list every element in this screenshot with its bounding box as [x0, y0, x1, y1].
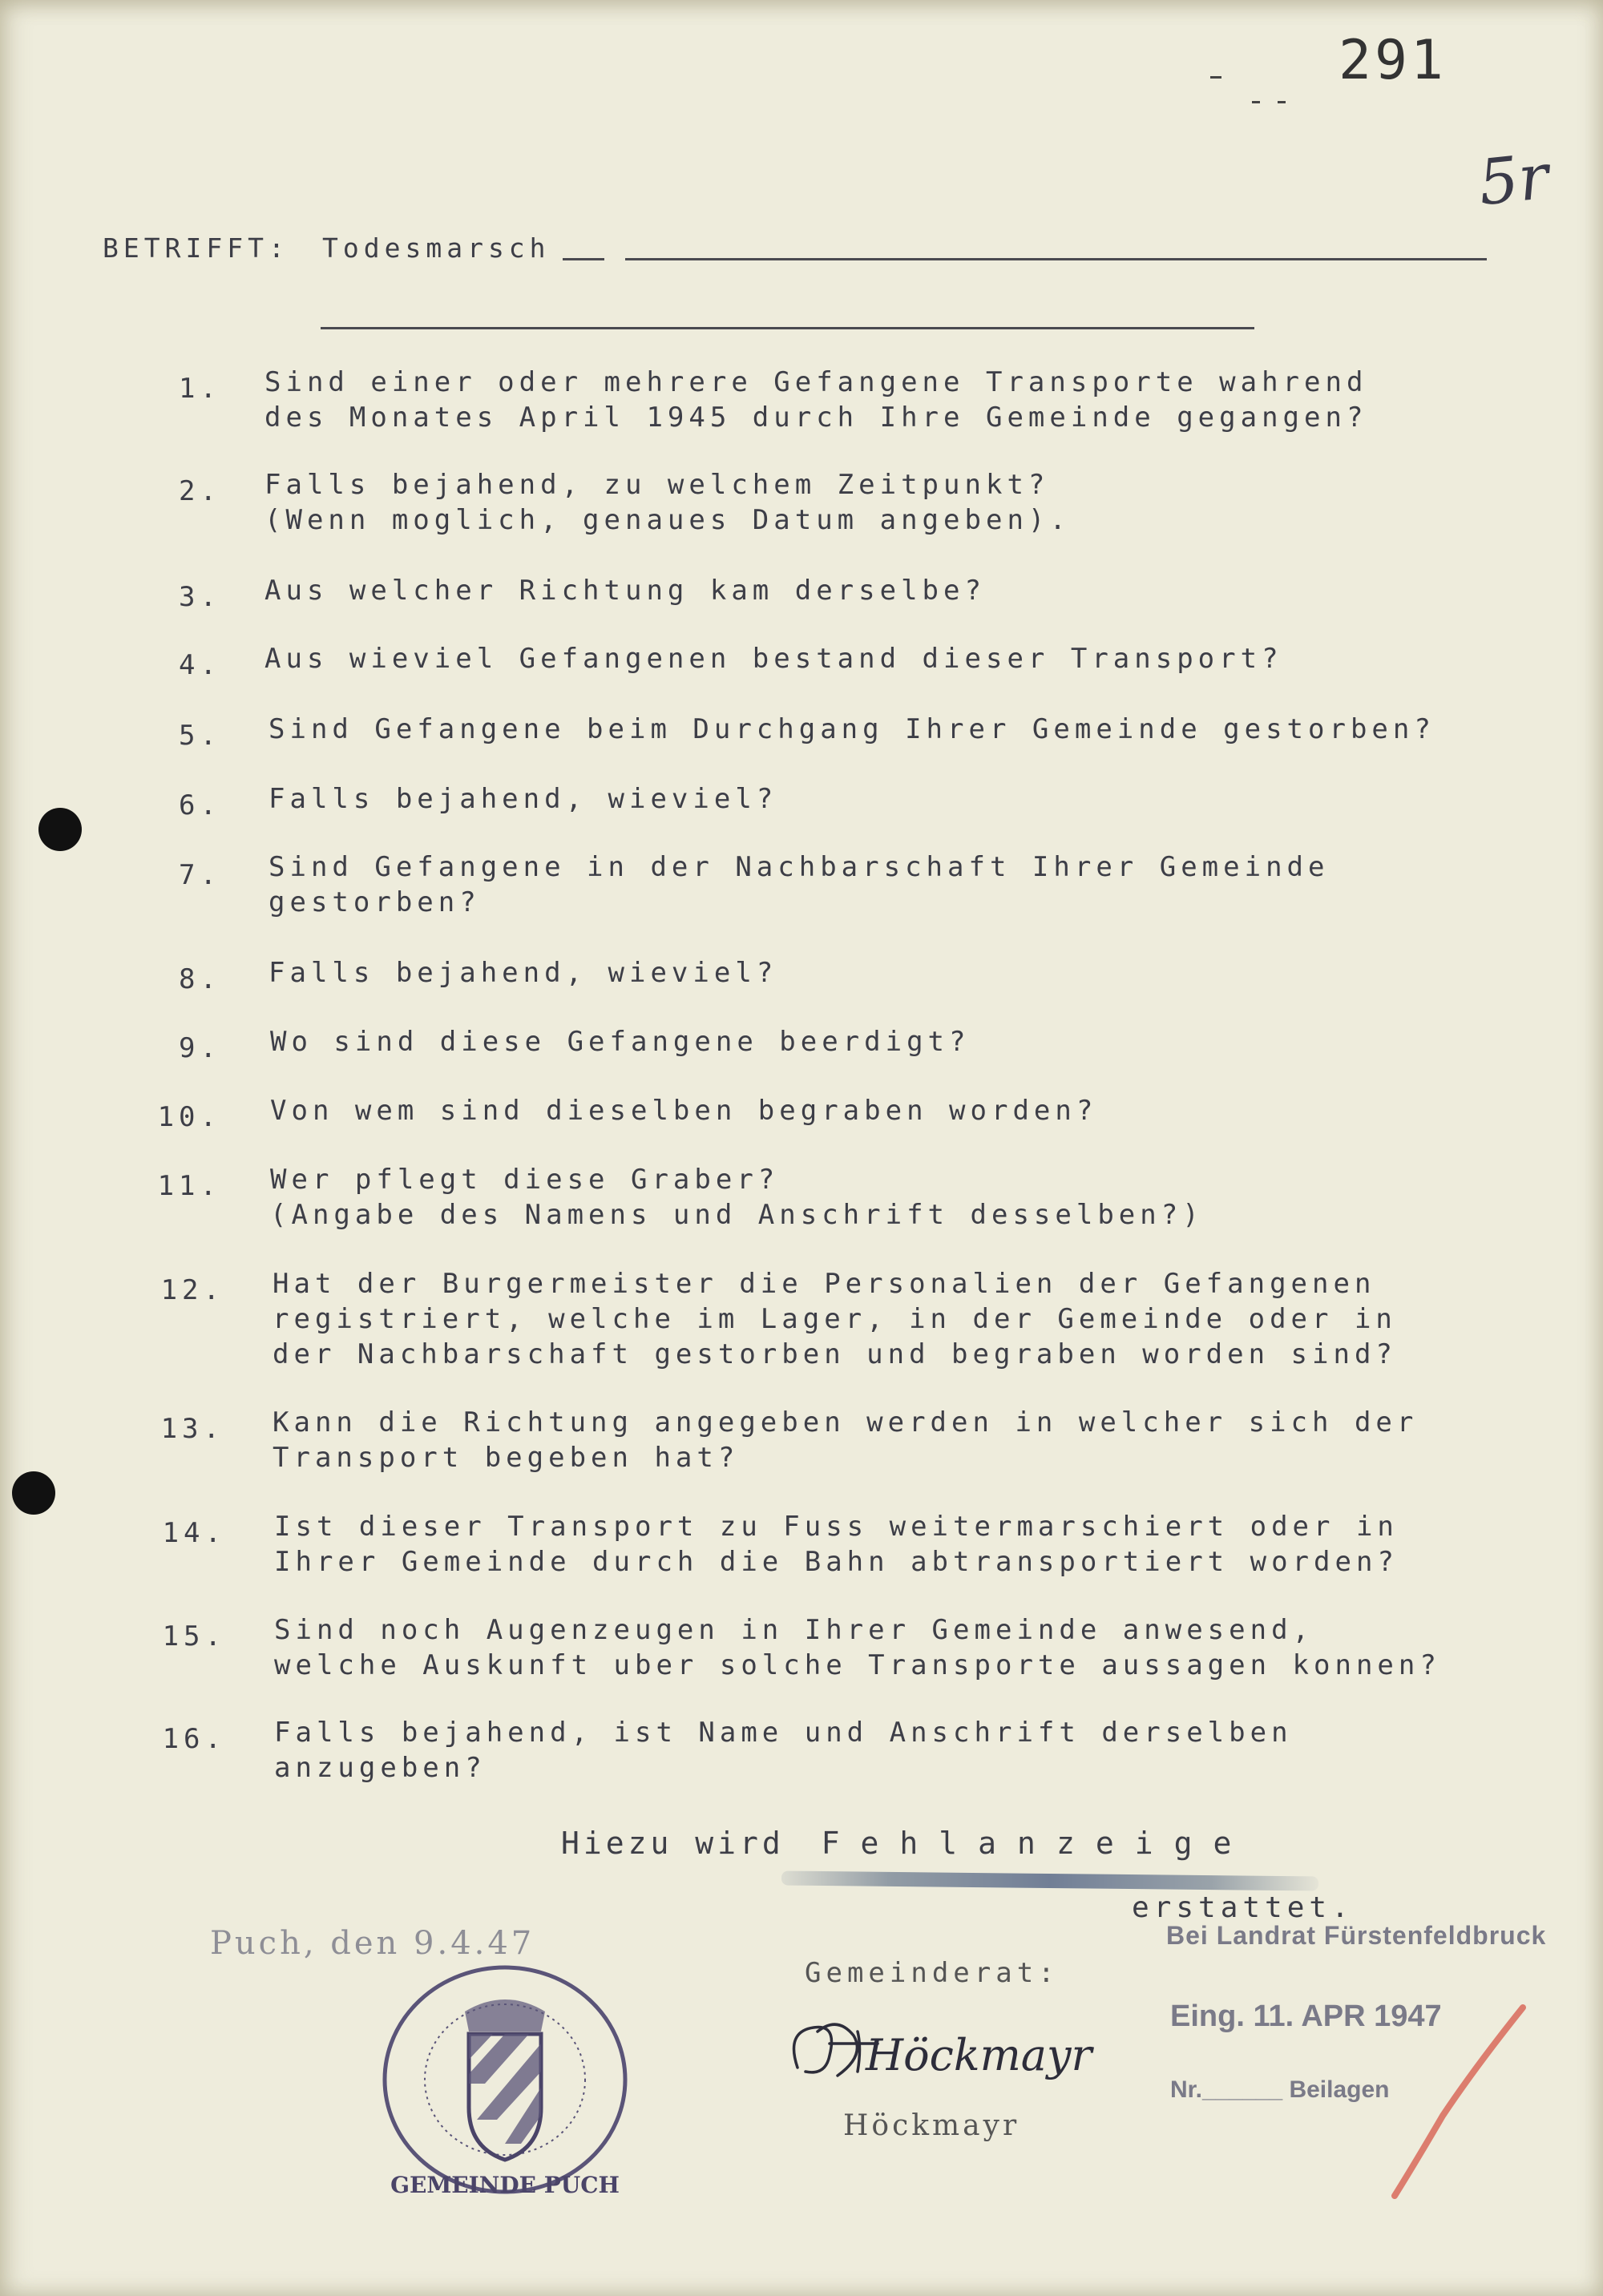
question-number: 6. [179, 789, 221, 821]
closing-statement [561, 1826, 1252, 1861]
signer-name: Höckmayr [843, 2109, 1020, 2142]
question-number: 8. [179, 963, 221, 995]
closing-spaced: Fehlanzeige [821, 1826, 1253, 1861]
signature [781, 1999, 1092, 2104]
question-text: Aus wieviel Gefangenen bestand dieser Transport? [264, 643, 1283, 675]
question-number: 16. [162, 1723, 226, 1755]
question-text: Aus welcher Richtung kam derselbe? [264, 575, 986, 607]
place-date: Puch, den 9.4.47 [210, 1925, 535, 1962]
pencil-dashes [1210, 48, 1306, 112]
question-text: Sind noch Augenzeugen in Ihrer Gemeinde anwesend, welche Auskunft uber solche Transporte aussagen konnen? [274, 1614, 1441, 1681]
page-number: 291 [1339, 29, 1447, 92]
question-text: Falls bejahend, wieviel? [269, 783, 778, 815]
subject-underline-second [321, 327, 1254, 329]
subject-underline [625, 258, 1487, 260]
question-text: Wo sind diese Gefangene beerdigt? [270, 1026, 971, 1058]
red-check-mark [1355, 1995, 1539, 2204]
subject-underline-short [563, 258, 604, 260]
question-text: Von wem sind dieselben begraben worden? [270, 1095, 1098, 1127]
municipal-seal-icon [377, 1955, 633, 2204]
council-label: Gemeinderat: [805, 1957, 1060, 1989]
question-number: 3. [179, 581, 221, 613]
question-text: Sind einer oder mehrere Gefangene Transporte wahrend des Monates April 1945 durch Ihre Gemeinde gegangen? [264, 366, 1368, 434]
handwritten-mark: 5r [1475, 140, 1553, 220]
question-text: Falls bejahend, ist Name und Anschrift derselben anzugeben? [274, 1717, 1293, 1784]
question-text: Sind Gefangene in der Nachbarschaft Ihrer Gemeinde gestorben? [269, 851, 1330, 918]
question-number: 7. [179, 859, 221, 891]
question-number: 15. [162, 1620, 226, 1652]
stamp-line-1: Bei Landrat Fürstenfeldbruck [1166, 1921, 1547, 1950]
question-number: 1. [179, 373, 221, 405]
question-text: Falls bejahend, wieviel? [269, 957, 778, 989]
question-number: 14. [162, 1517, 226, 1549]
punch-hole [38, 808, 82, 851]
seal-text: GEMEINDE PUCH [390, 2172, 620, 2198]
subject-label: BETRIFFT: [103, 232, 289, 264]
subject-value: Todesmarsch [322, 232, 551, 264]
question-number: 12. [160, 1274, 224, 1306]
question-number: 13. [160, 1413, 224, 1445]
question-number: 5. [179, 720, 221, 752]
question-text: Falls bejahend, zu welchem Zeitpunkt? (Wenn moglich, genaues Datum angeben). [264, 469, 1071, 536]
closing-prefix: Hiezu wird [561, 1826, 785, 1861]
question-number: 11. [157, 1170, 221, 1202]
question-number: 2. [179, 475, 221, 507]
question-text: Wer pflegt diese Graber? (Angabe des Namens und Anschrift desselben?) [270, 1164, 1204, 1231]
ink-smear [781, 1870, 1318, 1890]
signature-text: Höckmayr [866, 2030, 1092, 2080]
closing-suffix: erstattet. [1132, 1891, 1354, 1924]
question-text: Hat der Burgermeister die Personalien der Gefangenen registriert, welche im Lager, in der Gemeinde oder in der Nachbarschaft gestorben und begraben worden sind? [273, 1268, 1397, 1370]
question-number: 9. [179, 1032, 221, 1064]
punch-hole [12, 1471, 55, 1515]
stamp-line-2: Eing. 11. APR 1947 [1170, 1999, 1442, 2033]
question-text: Sind Gefangene beim Durchgang Ihrer Gemeinde gestorben? [269, 713, 1435, 745]
stamp-line-3: Nr.______ Beilagen [1170, 2076, 1390, 2103]
question-number: 10. [157, 1101, 221, 1133]
question-text: Kann die Richtung angegeben werden in welcher sich der Transport begeben hat? [273, 1406, 1419, 1474]
question-number: 4. [179, 649, 221, 681]
question-text: Ist dieser Transport zu Fuss weitermarschiert oder in Ihrer Gemeinde durch die Bahn abtransportiert worden? [274, 1511, 1399, 1578]
